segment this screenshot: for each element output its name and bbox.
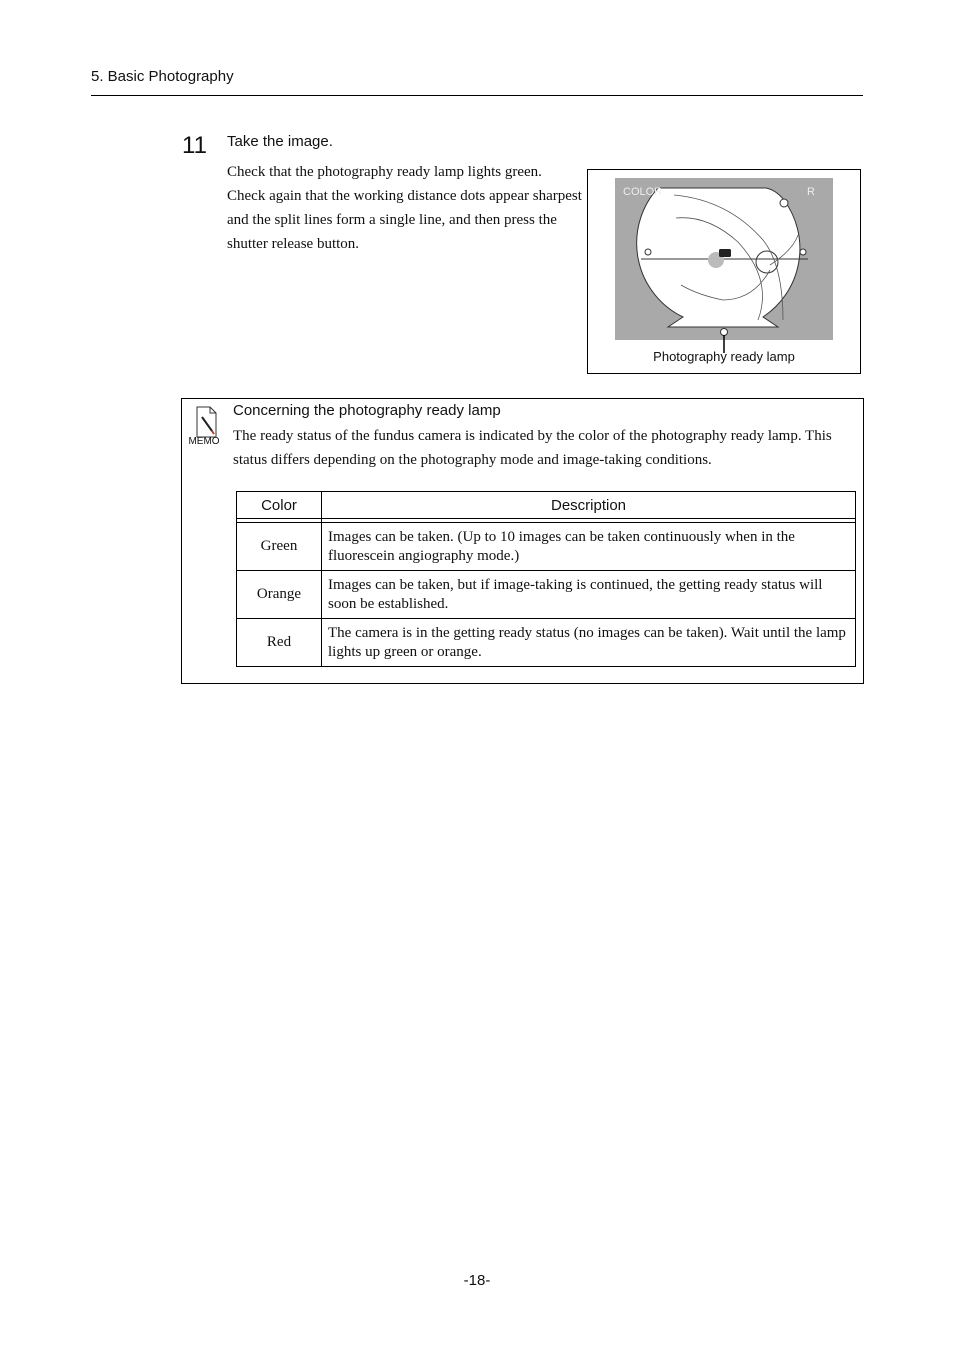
viewfinder-illustration [588, 170, 860, 373]
column-header-description: Description [322, 492, 856, 519]
header-rule [91, 95, 863, 96]
lamp-color-cell: Red [237, 619, 322, 667]
lamp-description-cell: The camera is in the getting ready status (no images can be taken). Wait until the lamp lights up green or orange. [322, 619, 856, 667]
memo-box [181, 398, 864, 684]
lamp-description-cell: Images can be taken. (Up to 10 images can be taken continuously when in the fluorescein angiography mode.) [322, 523, 856, 571]
table-row [237, 523, 856, 571]
table-row [237, 571, 856, 619]
step-number: 11 [182, 132, 207, 159]
column-header-color: Color [237, 492, 322, 519]
lamp-color-cell: Orange [237, 571, 322, 619]
step-body: Check that the photography ready lamp lights green. Check again that the working distance dots appear sharpest and the split lines form a single line, and then press the shutter release button. [227, 164, 582, 252]
viewfinder-r-label: R [807, 186, 815, 198]
lamp-color-cell: Green [237, 523, 322, 571]
lamp-description-cell: Images can be taken, but if image-taking is continued, the getting ready status will soon be established. [322, 571, 856, 619]
lamp-status-table [236, 491, 856, 667]
page-number: -18- [463, 1272, 491, 1289]
viewfinder-color-label: COLOR [623, 186, 663, 198]
memo-title: Concerning the photography ready lamp [233, 402, 501, 419]
section-header: 5. Basic Photography [91, 68, 234, 85]
figure-caption: Photography ready lamp [653, 349, 795, 364]
memo-body: The ready status of the fundus camera is indicated by the color of the photography ready lamp. This status differs depending on the photography mode and image-taking conditions. [233, 428, 832, 468]
viewfinder-figure [587, 169, 861, 374]
table-row [237, 619, 856, 667]
step-title: Take the image. [227, 133, 333, 150]
memo-icon-label: MEMO [188, 436, 220, 447]
